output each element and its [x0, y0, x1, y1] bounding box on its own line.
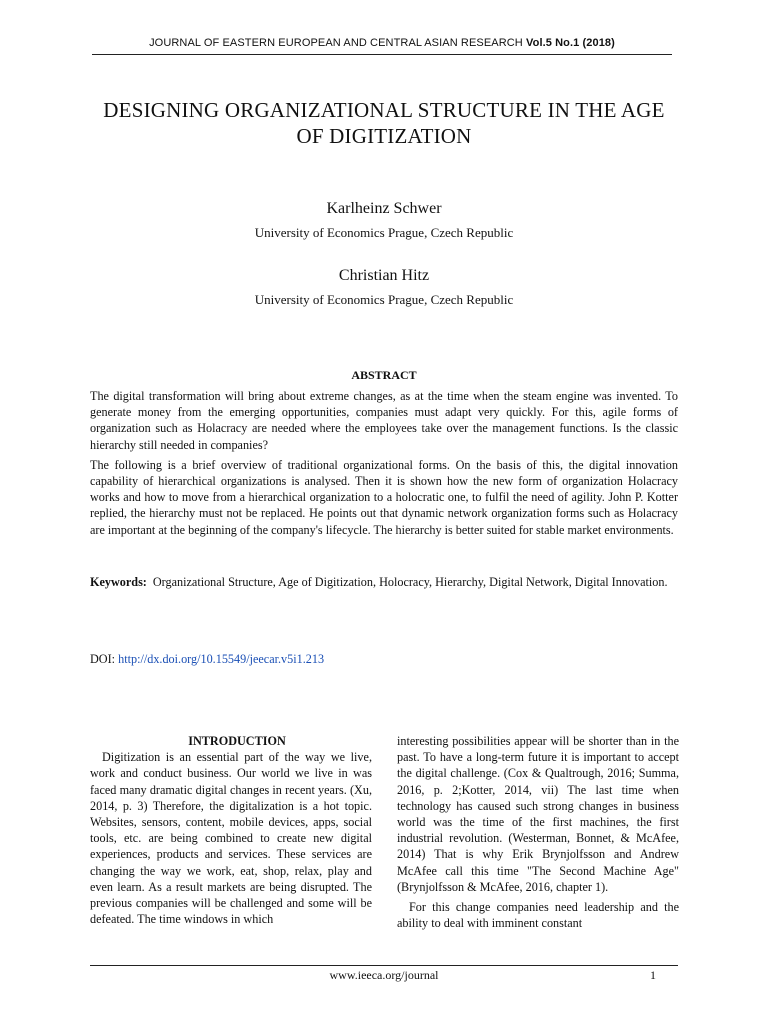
keywords — [90, 574, 678, 590]
paper-title: DESIGNING ORGANIZATIONAL STRUCTURE IN THE AGE OF DIGITIZATION — [103, 98, 665, 149]
intro-paragraph: For this change companies need leadership and the ability to deal with imminent constant — [397, 900, 679, 931]
doi-line — [90, 652, 324, 667]
introduction-heading: INTRODUCTION — [188, 734, 286, 748]
author-block-2 — [100, 267, 668, 308]
footer-url: www.ieeca.org/journal — [329, 968, 439, 982]
author-name: Christian Hitz — [338, 267, 430, 284]
intro-column-right — [397, 733, 679, 931]
keywords-text: Organizational Structure, Age of Digitization, Holocracy, Hierarchy, Digital Network, Digital Innovation. — [152, 575, 668, 589]
author-affiliation: University of Economics Prague, Czech Republic — [254, 292, 514, 307]
abstract-heading: ABSTRACT — [351, 368, 417, 382]
doi-link[interactable]: http://dx.doi.org/10.15549/jeecar.v5i1.213 — [118, 652, 325, 666]
author-block-1 — [100, 200, 668, 241]
abstract-paragraph: The following is a brief overview of traditional organizational forms. On the basis of this, the digital innovation capability of hierarchical organizations is analysed. Then it is shown how the new form of organization Holacracy works and how to move from a hierarchical organization to a holocratic one, to fulfil the need of agility. John P. Kotter replied, the hierarchy must not be replaced. He points out that dynamic network organization forms such as Holacracy are important at the beginning of the company's lifecycle. The hierarchy is better suited for stable market environments. — [90, 457, 678, 537]
intro-paragraph: Digitization is an essential part of the way we live, work and conduct business. Our world we live in was faced many dramatic digital changes in recent years. (Xu, 2014, p. 3) Therefore, the digitalization is a hot topic. Websites, sensors, content, mobile devices, apps, social tools, etc. are being combined to create new digital experiences, products and services. These services are changing the way we work, eat, shop, relax, play and even learn. As a result markets are being disrupted. The previous companies will be challenged and some will be defeated. The time windows in which — [90, 750, 372, 927]
intro-paragraph-continued: interesting possibilities appear will be shorter than in the past. To have a long-term future it is important to accept the digital challenge. (Cox & Qualtrough, 2016; Summa, 2016, p. 2;Kotter, 2014, vii) The last time when technology has caused such strong changes in business world was the time of the first machines, the first industrial revolution. (Westerman, Bonnet, & McAfee, 2014) That is why Erik Brynjolfsson and Andrew McAfee call this time "The Second Machine Age" (Brynjolfsson & McAfee, 2016, chapter 1). — [397, 734, 679, 894]
abstract-body — [90, 388, 678, 542]
keywords-label: Keywords: — [90, 575, 147, 589]
author-affiliation: University of Economics Prague, Czech Republic — [254, 225, 514, 240]
running-header — [92, 37, 672, 49]
doi-label: DOI: — [90, 652, 116, 666]
issue-label: Vol.5 No.1 (2018) — [526, 37, 615, 49]
page-number: 1 — [650, 968, 656, 982]
abstract-paragraph: The digital transformation will bring about extreme changes, as at the time when the steam engine was invented. To generate money from the emerging opportunities, companies must adapt very quickly. For this, agile forms of organization such as Holacracy are needed where the employees take over the management functions. Is the classic hierarchy still needed in companies? — [90, 389, 678, 452]
intro-column-left — [90, 733, 372, 927]
header-divider — [92, 54, 672, 55]
journal-name: JOURNAL OF EASTERN EUROPEAN AND CENTRAL ASIAN RESEARCH — [149, 37, 523, 49]
author-name: Karlheinz Schwer — [326, 200, 442, 217]
footer-divider — [90, 965, 678, 966]
